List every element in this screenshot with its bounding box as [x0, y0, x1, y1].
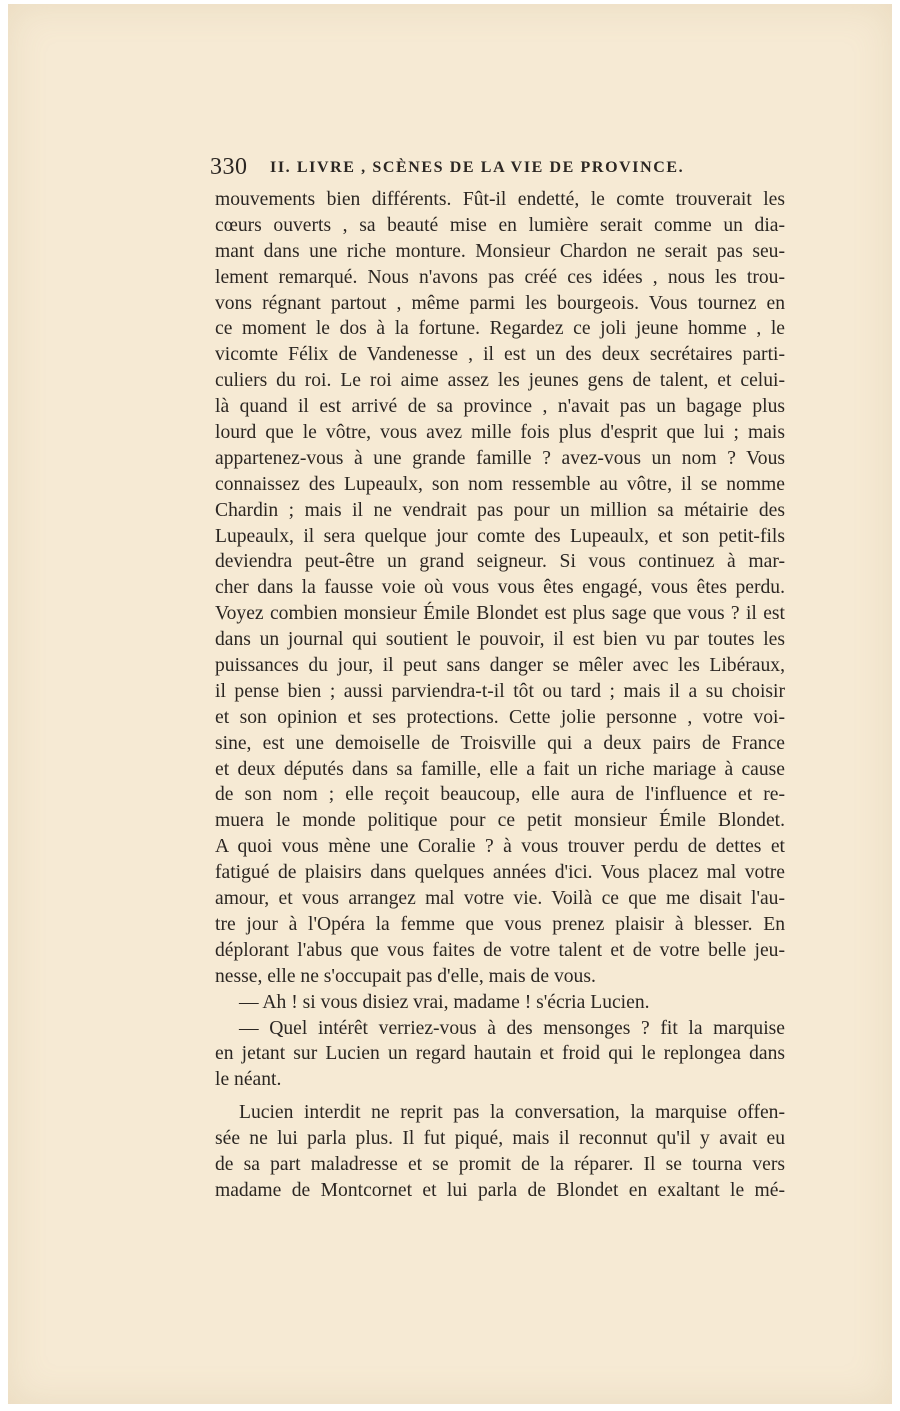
- text-line: déplorant l'abus que vous faites de votre talent et de votre belle jeu-: [215, 939, 785, 961]
- text-line: mouvements bien différents. Fût-il endetté, le comte trouverait les: [215, 189, 785, 210]
- paragraph: [215, 187, 785, 990]
- running-head: II. LIVRE , SCÈNES DE LA VIE DE PROVINCE.: [270, 159, 685, 176]
- page-header: [210, 154, 785, 184]
- paragraph: [215, 1016, 785, 1094]
- text-line: connaissez des Lupeaulx, son nom ressemble au vôtre, il se nomme: [215, 473, 785, 495]
- body-text: [215, 187, 785, 1204]
- page-number: 330: [210, 154, 248, 180]
- text-line: nesse, elle ne s'occupait pas d'elle, mais de vous.: [215, 965, 596, 987]
- text-line: ce moment le dos à la fortune. Regardez ce joli jeune homme , le: [215, 318, 785, 340]
- text-line: dans un journal qui soutient le pouvoir, il est bien vu par toutes les: [215, 629, 785, 651]
- text-line: de son nom ; elle reçoit beaucoup, elle aura de l'influence et re-: [215, 784, 785, 806]
- text-line: vons régnant partout , même parmi les bourgeois. Vous tournez en: [215, 292, 785, 314]
- text-line: en jetant sur Lucien un regard hautain et froid qui le replongea dans: [215, 1043, 785, 1065]
- text-line: Chardin ; mais il ne vendrait pas pour un million sa métairie des: [215, 499, 785, 521]
- text-line: et son opinion et ses protections. Cette jolie personne , votre voi-: [215, 706, 785, 728]
- text-line: appartenez-vous à une grande famille ? avez-vous un nom ? Vous: [215, 447, 785, 469]
- text-line: là quand il est arrivé de sa province , n'avait pas un bagage plus: [215, 396, 785, 418]
- text-line: culiers du roi. Le roi aime assez les jeunes gens de talent, et celui-: [215, 370, 785, 392]
- book-page: [8, 4, 892, 1404]
- text-line: — Quel intérêt verriez-vous à des mensonges ? fit la marquise: [239, 1017, 785, 1039]
- text-line: amour, et vous arrangez mal votre vie. Voilà ce que me disait l'au-: [215, 888, 785, 910]
- text-line: — Ah ! si vous disiez vrai, madame ! s'écria Lucien.: [239, 991, 650, 1013]
- paragraph: [215, 1100, 785, 1204]
- text-line: le néant.: [215, 1069, 282, 1091]
- text-line: vicomte Félix de Vandenesse , il est un des deux secrétaires parti-: [215, 344, 785, 366]
- text-line: Lucien interdit ne reprit pas la conversation, la marquise offen-: [239, 1102, 785, 1124]
- text-line: Lupeaulx, il sera quelque jour comte des Lupeaulx, et son petit-fils: [215, 525, 785, 547]
- text-line: Voyez combien monsieur Émile Blondet est plus sage que vous ? il est: [215, 603, 785, 625]
- paragraph-gap: [215, 1093, 785, 1100]
- text-line: sée ne lui parla plus. Il fut piqué, mais il reconnut qu'il y avait eu: [215, 1128, 785, 1150]
- text-line: A quoi vous mène une Coralie ? à vous trouver perdu de dettes et: [215, 836, 785, 858]
- text-line: tre jour à l'Opéra la femme que vous prenez plaisir à blesser. En: [215, 913, 785, 935]
- text-line: de sa part maladresse et se promit de la réparer. Il se tourna vers: [215, 1153, 785, 1175]
- text-line: deviendra peut-être un grand seigneur. Si vous continuez à mar-: [215, 551, 785, 573]
- text-line: lourd que le vôtre, vous avez mille fois plus d'esprit que lui ; mais: [215, 422, 785, 444]
- text-line: lement remarqué. Nous n'avons pas créé ces idées , nous les trou-: [215, 266, 785, 288]
- text-line: mant dans une riche monture. Monsieur Chardon ne serait pas seu-: [215, 240, 785, 262]
- text-line: cœurs ouverts , sa beauté mise en lumière serait comme un dia-: [215, 214, 785, 236]
- text-line: madame de Montcornet et lui parla de Blondet en exaltant le mé-: [215, 1179, 785, 1201]
- text-line: muera le monde politique pour ce petit monsieur Émile Blondet.: [215, 810, 785, 832]
- text-line: cher dans la fausse voie où vous vous êtes engagé, vous êtes perdu.: [215, 577, 785, 599]
- text-line: il pense bien ; aussi parviendra-t-il tôt ou tard ; mais il a su choisir: [215, 680, 785, 702]
- text-line: et deux députés dans sa famille, elle a fait un riche mariage à cause: [215, 758, 785, 780]
- text-line: sine, est une demoiselle de Troisville qui a deux pairs de France: [215, 732, 785, 754]
- text-line: fatigué de plaisirs dans quelques années d'ici. Vous placez mal votre: [215, 862, 785, 884]
- paragraph: [215, 990, 785, 1016]
- text-line: puissances du jour, il peut sans danger se mêler avec les Libéraux,: [215, 655, 785, 677]
